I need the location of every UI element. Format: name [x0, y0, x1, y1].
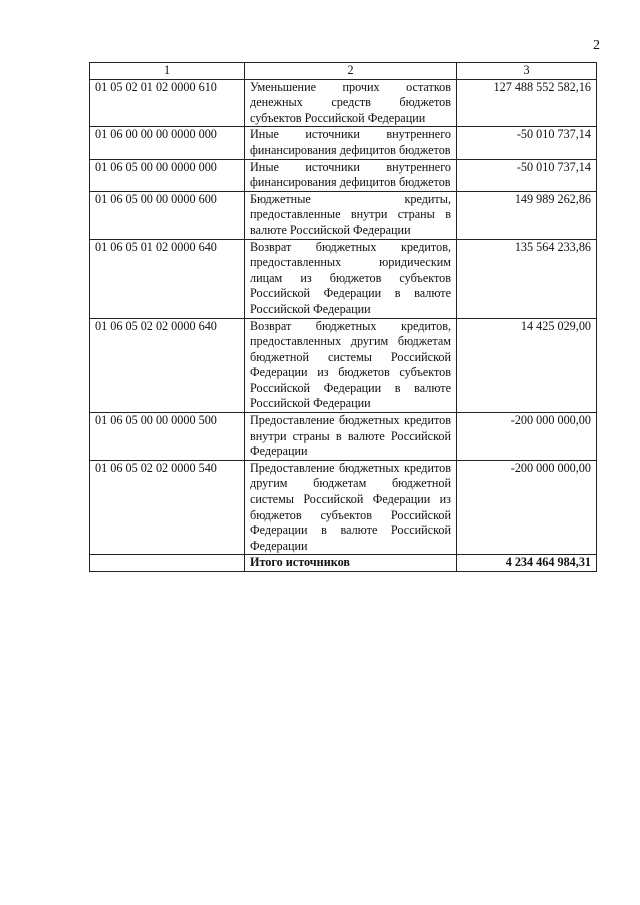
- table-row: [90, 318, 597, 413]
- row-code: 01 06 05 01 02 0000 640: [90, 239, 245, 318]
- table-row: [90, 239, 597, 318]
- total-code: [90, 555, 245, 572]
- row-name: Иные источники внутреннего финансирования дефицитов бюджетов: [245, 127, 457, 159]
- row-amount: 149 989 262,86: [457, 191, 597, 239]
- table-row: [90, 191, 597, 239]
- row-amount: 135 564 233,86: [457, 239, 597, 318]
- row-code: 01 06 05 00 00 0000 500: [90, 413, 245, 461]
- row-amount: 127 488 552 582,16: [457, 79, 597, 127]
- total-label: Итого источников: [245, 555, 457, 572]
- column-header-amount: 3: [457, 63, 597, 80]
- row-amount: -50 010 737,14: [457, 159, 597, 191]
- row-name: Возврат бюджетных кредитов, предоставленных другим бюджетам бюджетной системы Российской Федерации из бюджетов субъектов Российской Федерации в валюте Российской Федерации: [245, 318, 457, 413]
- table-row: [90, 460, 597, 555]
- row-amount: -50 010 737,14: [457, 127, 597, 159]
- column-header-name: 2: [245, 63, 457, 80]
- row-name: Предоставление бюджетных кредитов другим бюджетам бюджетной системы Российской Федерации из бюджетов субъектов Российской Федерации в валюте Российской Федерации: [245, 460, 457, 555]
- row-code: 01 06 05 00 00 0000 000: [90, 159, 245, 191]
- row-name: Уменьшение прочих остатков денежных средств бюджетов субъектов Российской Федерации: [245, 79, 457, 127]
- budget-sources-table: [89, 62, 597, 572]
- table-row: [90, 159, 597, 191]
- column-header-code: 1: [90, 63, 245, 80]
- table-row: [90, 413, 597, 461]
- row-amount: -200 000 000,00: [457, 413, 597, 461]
- row-code: 01 06 05 02 02 0000 640: [90, 318, 245, 413]
- row-code: 01 05 02 01 02 0000 610: [90, 79, 245, 127]
- row-code: 01 06 00 00 00 0000 000: [90, 127, 245, 159]
- row-name: Бюджетные кредиты, предоставленные внутри страны в валюте Российской Федерации: [245, 191, 457, 239]
- total-row: [90, 555, 597, 572]
- row-code: 01 06 05 02 02 0000 540: [90, 460, 245, 555]
- table-row: [90, 79, 597, 127]
- row-amount: 14 425 029,00: [457, 318, 597, 413]
- table-row: [90, 127, 597, 159]
- row-amount: -200 000 000,00: [457, 460, 597, 555]
- row-name: Возврат бюджетных кредитов, предоставленных юридическим лицам из бюджетов субъектов Российской Федерации в валюте Российской Федерации: [245, 239, 457, 318]
- table-header-row: [90, 63, 597, 80]
- row-name: Иные источники внутреннего финансирования дефицитов бюджетов: [245, 159, 457, 191]
- row-name: Предоставление бюджетных кредитов внутри страны в валюте Российской Федерации: [245, 413, 457, 461]
- row-code: 01 06 05 00 00 0000 600: [90, 191, 245, 239]
- page-number: 2: [593, 38, 600, 53]
- total-amount: 4 234 464 984,31: [457, 555, 597, 572]
